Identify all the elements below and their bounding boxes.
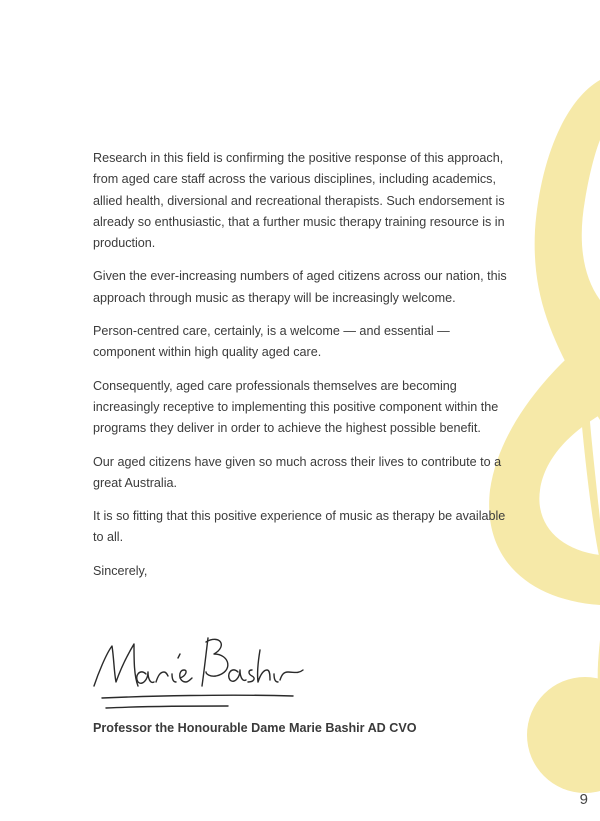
paragraph: Person-centred care, certainly, is a welcome — and essential — component within high quality aged care. xyxy=(93,324,450,360)
closing-salutation: Sincerely, xyxy=(93,563,148,578)
paragraph: Research in this field is confirming the positive response of this approach, from aged care staff across the various disciplines, including academics, allied health, diversional and recreational therapists. Such endorsement is already so enthusiastic, that a further music therapy training resource is in production. xyxy=(93,151,505,251)
letter-body xyxy=(93,148,508,582)
paragraph: It is so fitting that this positive experience of music as therapy be available to all. xyxy=(93,509,506,545)
paragraph: Given the ever-increasing numbers of aged citizens across our nation, this approach through music as therapy will be increasingly welcome. xyxy=(93,269,507,305)
signatory-name: Professor the Honourable Dame Marie Bashir AD CVO xyxy=(93,721,417,735)
paragraph: Our aged citizens have given so much across their lives to contribute to a great Australia. xyxy=(93,454,502,490)
page-number: 9 xyxy=(579,791,588,808)
signature xyxy=(88,624,308,716)
paragraph: Consequently, aged care professionals themselves are becoming increasingly receptive to implementing this positive component within the programs they deliver in order to achieve the highest possible benefit. xyxy=(93,378,499,436)
